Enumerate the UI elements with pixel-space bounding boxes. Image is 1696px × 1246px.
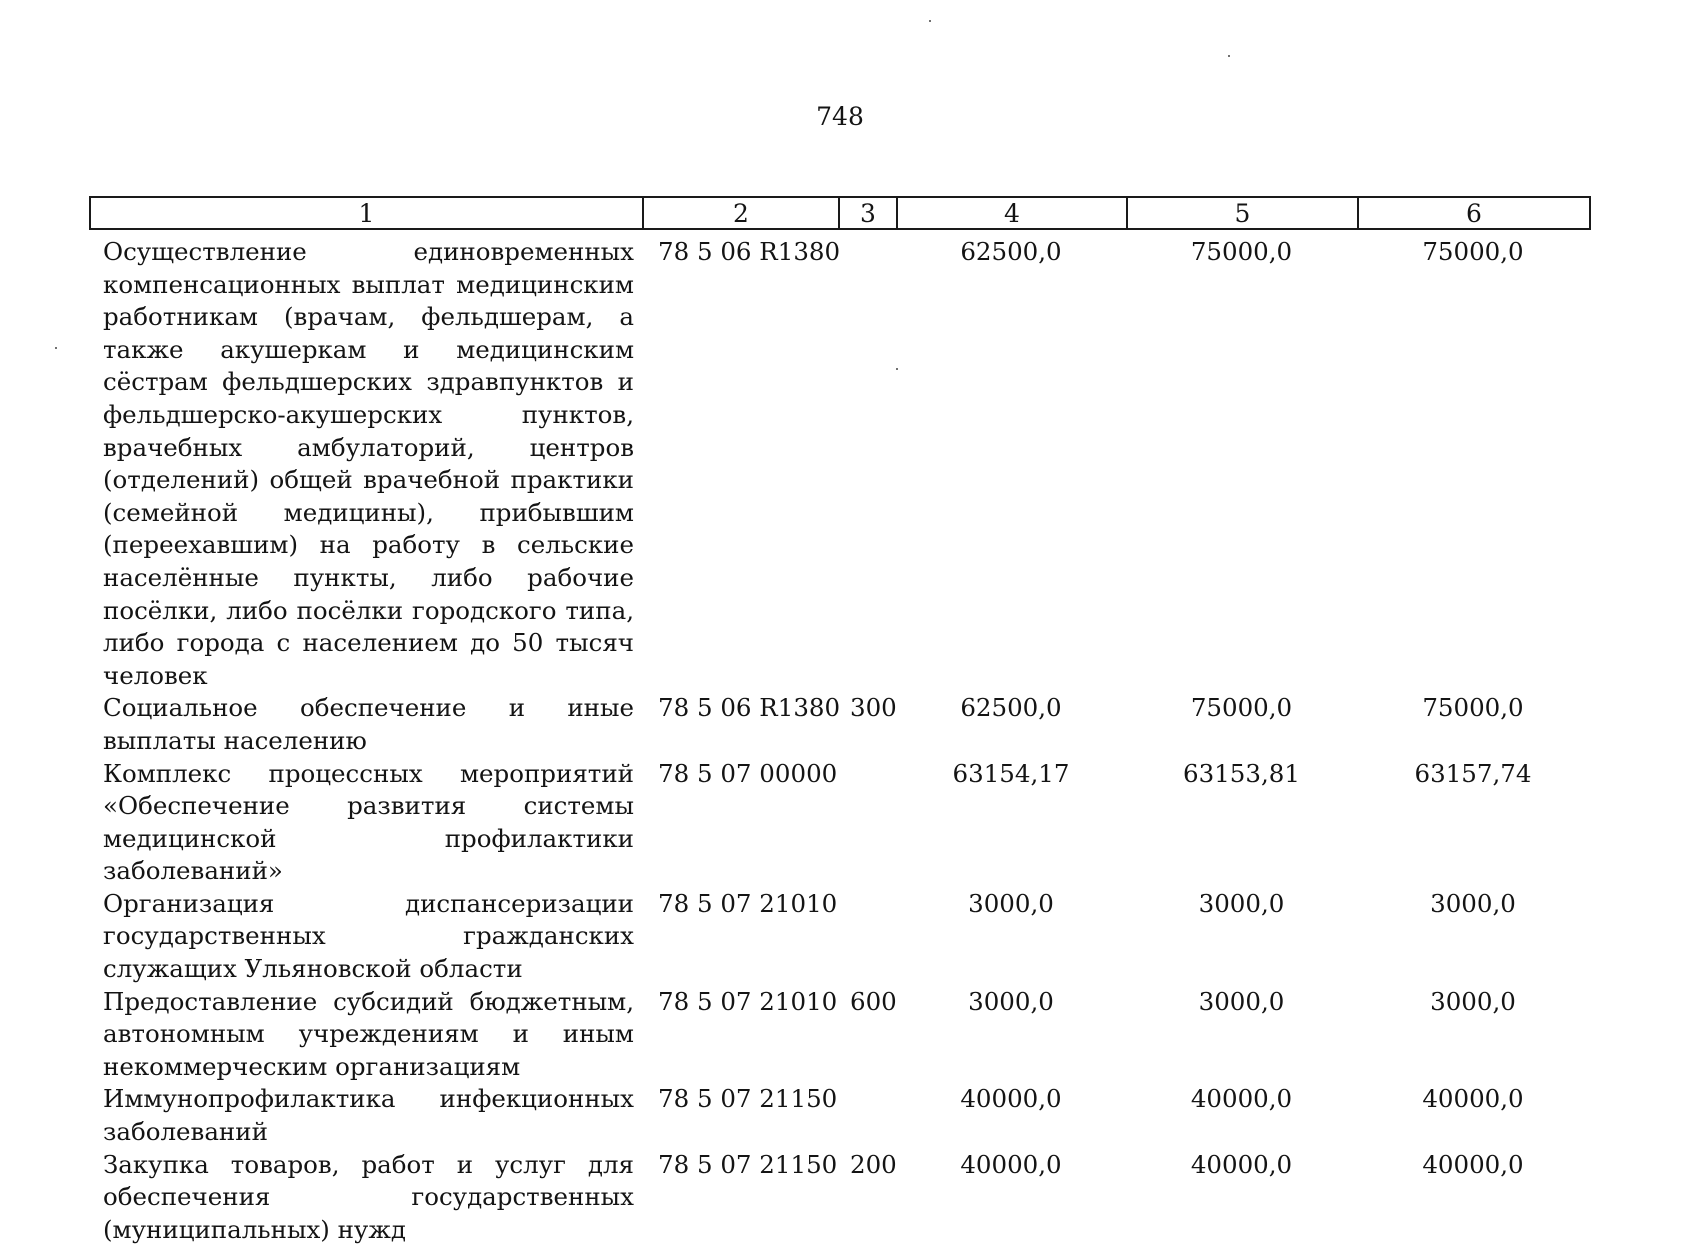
table-row (89, 758, 1589, 888)
row-name: Закупка товаров, работ и услуг для обеспечения государственных (муниципальных) нужд (103, 1149, 634, 1244)
row-value-col4: 40000,0 (960, 1149, 1062, 1179)
scan-speck (1228, 55, 1230, 57)
row-value-col6: 40000,0 (1422, 1084, 1524, 1114)
row-value-col6: 63157,74 (1414, 758, 1532, 788)
row-value-col6: 3000,0 (1430, 986, 1516, 1016)
row-value-col4: 63154,17 (952, 758, 1070, 788)
page-number: 748 (816, 102, 864, 131)
row-expense-type (838, 1083, 896, 1148)
row-code: 78 5 07 21010 (658, 888, 838, 918)
row-code: 78 5 07 21150 (658, 1084, 838, 1114)
column-header-table (89, 196, 1591, 230)
table-row (89, 236, 1589, 692)
row-value-col6: 75000,0 (1422, 237, 1524, 266)
row-value-col4: 3000,0 (968, 986, 1054, 1016)
row-value-col5: 40000,0 (1190, 1084, 1293, 1114)
column-header-5: 5 (1127, 197, 1358, 229)
row-value-col4: 3000,0 (968, 888, 1054, 918)
row-value-col4: 62500,0 (960, 237, 1062, 266)
budget-table (89, 236, 1589, 1246)
row-name: Иммунопрофилактика инфекционных заболеваний (103, 1084, 634, 1147)
table-row (89, 692, 1589, 757)
scan-speck (55, 347, 57, 349)
row-value-col5: 63153,81 (1183, 758, 1300, 788)
row-name: Осуществление единовременных компенсационных выплат медицинским работникам (врачам, фельдшерам, а также акушеркам и медицинским сёстрам фельдшерских здравпунктов и фельдшерско-акушерских пунктов, врачебных амбулаторий, центров (отделений) общей врачебной практики (семейной медицины), прибывшим (переехавшим) на работу в сельские населённые пункты, либо рабочие посёлки, либо посёлки городского типа, либо города с населением до 50 тысяч человек (103, 237, 634, 690)
table-row (89, 1083, 1589, 1148)
row-code: 78 5 06 R1380 (658, 237, 841, 266)
row-value-col4: 62500,0 (960, 693, 1062, 723)
row-name: Организация диспансеризации государственных гражданских служащих Ульяновской области (103, 888, 634, 984)
row-expense-type: 300 (850, 693, 897, 723)
row-name: Предоставление субсидий бюджетным, автономным учреждениям и иным некоммерческим организациям (103, 986, 634, 1081)
row-value-col4: 40000,0 (960, 1084, 1062, 1114)
row-value-col5: 75000,0 (1190, 237, 1293, 266)
row-expense-type: 200 (850, 1149, 897, 1179)
column-header-6: 6 (1358, 197, 1590, 229)
row-code: 78 5 07 21150 (658, 1149, 838, 1179)
table-row (89, 986, 1589, 1084)
row-code: 78 5 07 21010 (658, 986, 838, 1016)
row-value-col5: 40000,0 (1190, 1149, 1293, 1179)
row-expense-type: 600 (850, 986, 897, 1016)
row-value-col6: 3000,0 (1430, 888, 1516, 918)
row-value-col5: 3000,0 (1198, 986, 1285, 1016)
row-expense-type (838, 888, 896, 986)
row-code: 78 5 06 R1380 (658, 693, 841, 723)
row-name: Социальное обеспечение и иные выплаты населению (103, 693, 634, 755)
row-code: 78 5 07 00000 (658, 758, 838, 788)
row-expense-type (838, 236, 896, 692)
column-header-row (90, 197, 1590, 229)
row-name: Комплекс процессных мероприятий «Обеспечение развития системы медицинской профилактики заболеваний» (103, 758, 634, 886)
row-value-col5: 3000,0 (1198, 888, 1285, 918)
row-value-col6: 75000,0 (1422, 693, 1524, 723)
column-header-3: 3 (839, 197, 897, 229)
scan-speck (929, 20, 931, 22)
column-header-1: 1 (90, 197, 643, 229)
column-header-4: 4 (897, 197, 1127, 229)
row-value-col5: 75000,0 (1190, 693, 1293, 723)
row-expense-type (838, 758, 896, 888)
row-value-col6: 40000,0 (1422, 1149, 1524, 1179)
table-row (89, 888, 1589, 986)
column-header-2: 2 (643, 197, 839, 229)
table-row (89, 1149, 1589, 1246)
